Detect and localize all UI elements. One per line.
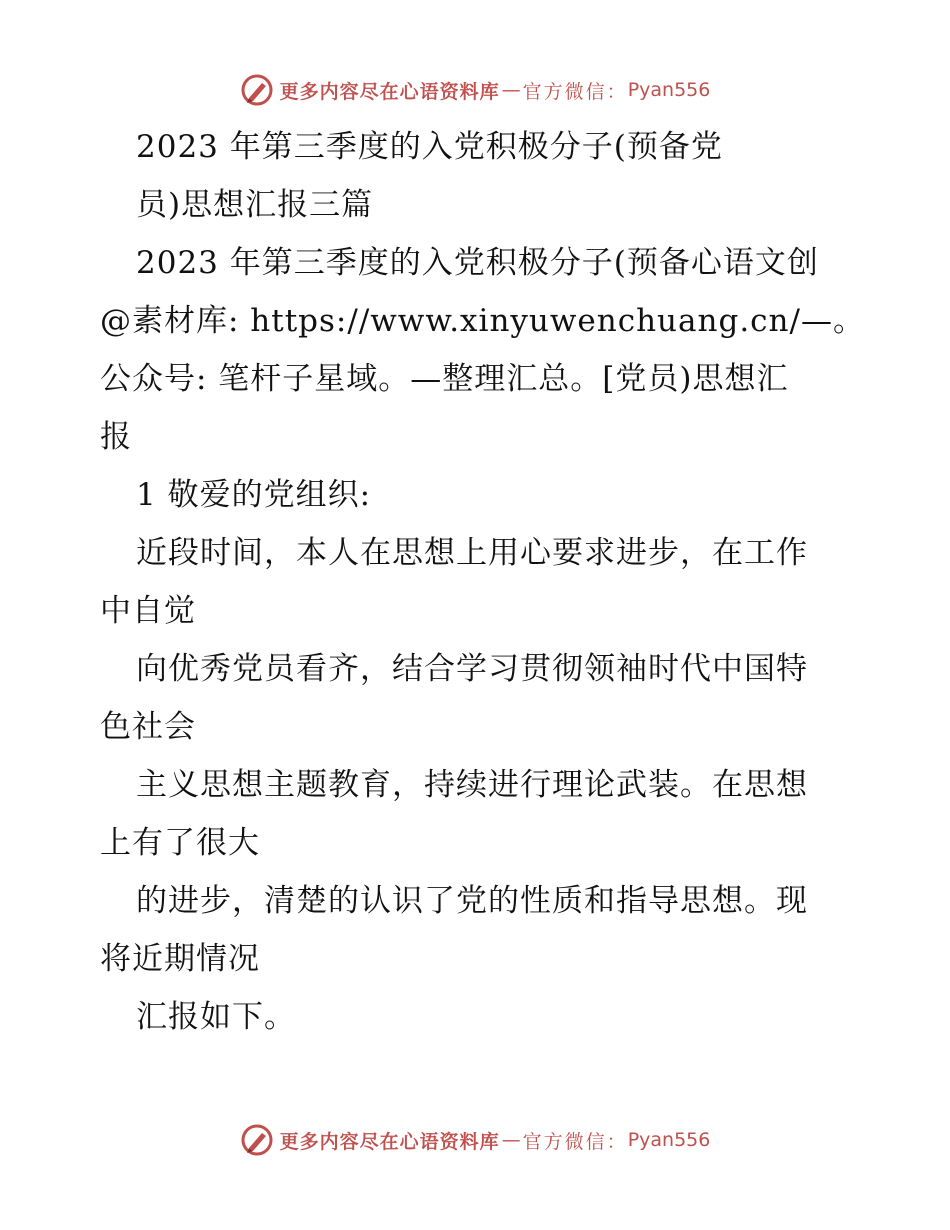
text-line: 报 [100, 419, 132, 455]
banner-brand: 更多内容尽在心语资料库 [279, 1130, 500, 1153]
text-line: 汇报如下。 [136, 999, 296, 1035]
document-body [100, 118, 865, 1046]
text-line: 中自觉 [100, 593, 196, 629]
text-line: 主义思想主题教育，持续进行理论武装。在思想 [136, 767, 808, 803]
text-line: 2023 年第三季度的入党积极分子(预备党 [136, 129, 723, 165]
banner-wechat-id: Pyan556 [627, 79, 711, 101]
text-line: 将近期情况 [100, 941, 260, 977]
banner-wechat-id: Pyan556 [627, 1129, 711, 1151]
text-line: 公众号: 笔杆子星域。—整理汇总。[党员)思想汇 [100, 361, 789, 397]
text-line: 近段时间，本人在思想上用心要求进步，在工作 [136, 535, 808, 571]
text-line: 的进步，清楚的认识了党的性质和指导思想。现 [136, 883, 808, 919]
footer-banner [0, 1120, 950, 1160]
pen-logo-icon [240, 73, 274, 107]
text-line: 色社会 [100, 709, 196, 745]
text-line: 2023 年第三季度的入党积极分子(预备心语文创 [136, 245, 819, 281]
banner-dash: — [501, 79, 521, 101]
text-line: 员)思想汇报三篇 [136, 187, 374, 223]
banner-wechat-label: 官方微信： [522, 80, 628, 103]
pen-logo-icon [240, 1123, 274, 1157]
banner-wechat-label: 官方微信： [522, 1130, 628, 1153]
banner-brand: 更多内容尽在心语资料库 [279, 80, 500, 103]
text-line: @素材库: https://www.xinyuwenchuang.cn/—。 [100, 303, 865, 339]
text-line: 1 敬爱的党组织: [136, 477, 372, 513]
text-line: 向优秀党员看齐，结合学习贯彻领袖时代中国特 [136, 651, 808, 687]
banner-dash: — [501, 1129, 521, 1151]
text-line: 上有了很大 [100, 825, 260, 861]
header-banner [0, 70, 950, 110]
